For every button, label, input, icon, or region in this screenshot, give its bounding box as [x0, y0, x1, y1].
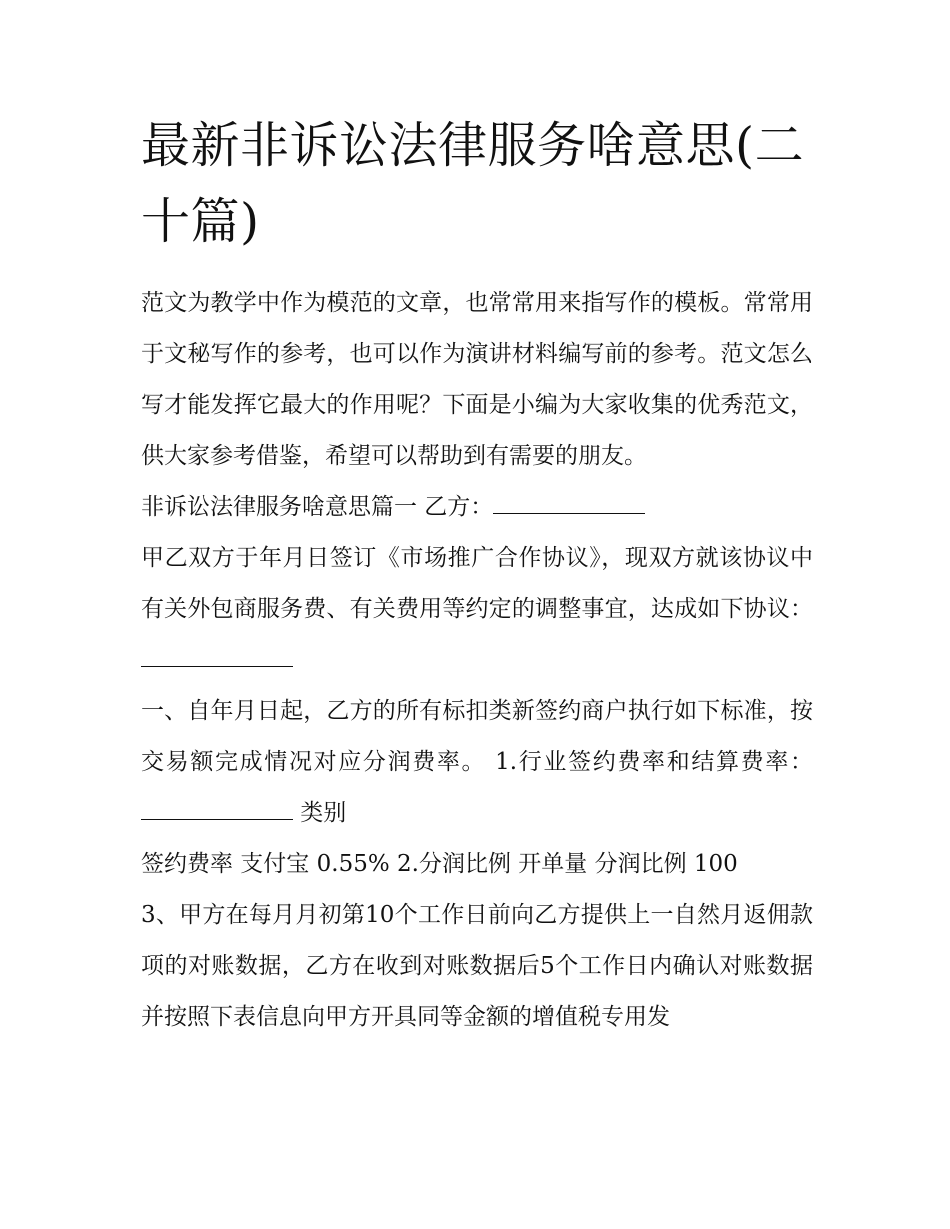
blank-line [141, 797, 293, 820]
section1-heading: 非诉讼法律服务啥意思篇一 乙方： [141, 494, 494, 520]
item1-text: 一、自年月日起，乙方的所有标扣类新签约商户执行如下标准，按交易额完成情况对应分润费率。 1.行业签约费率和结算费率： [141, 698, 813, 775]
blank-line [141, 644, 293, 667]
item1-paragraph [141, 686, 813, 839]
agreement-text: 甲乙双方于年月日签订《市场推广合作协议》，现双方就该协议中有关外包商服务费、有关费用等约定的调整事宜，达成如下协议： [141, 545, 813, 622]
item3-paragraph: 3、甲方在每月月初第10个工作日前向乙方提供上一自然月返佣款项的对账数据，乙方在收到对账数据后5个工作日内确认对账数据并按照下表信息向甲方开具同等金额的增值税专用发 [141, 902, 813, 1030]
section1-heading-line [141, 482, 813, 533]
document-page [141, 108, 813, 1043]
item1-tail: 类别 [293, 800, 347, 826]
document-title: 最新非诉讼法律服务啥意思(二十篇) [141, 117, 805, 250]
blank-line [493, 491, 645, 514]
agreement-paragraph [141, 533, 813, 686]
intro-paragraph: 范文为教学中作为模范的文章，也常常用来指写作的模板。常常用于文秘写作的参考，也可以作为演讲材料编写前的参考。范文怎么写才能发挥它最大的作用呢？下面是小编为大家收集的优秀范文，供大家参考借鉴，希望可以帮助到有需要的朋友。 [141, 290, 813, 469]
rates-paragraph: 签约费率 支付宝 0.55% 2.分润比例 开单量 分润比例 100 [141, 851, 738, 877]
